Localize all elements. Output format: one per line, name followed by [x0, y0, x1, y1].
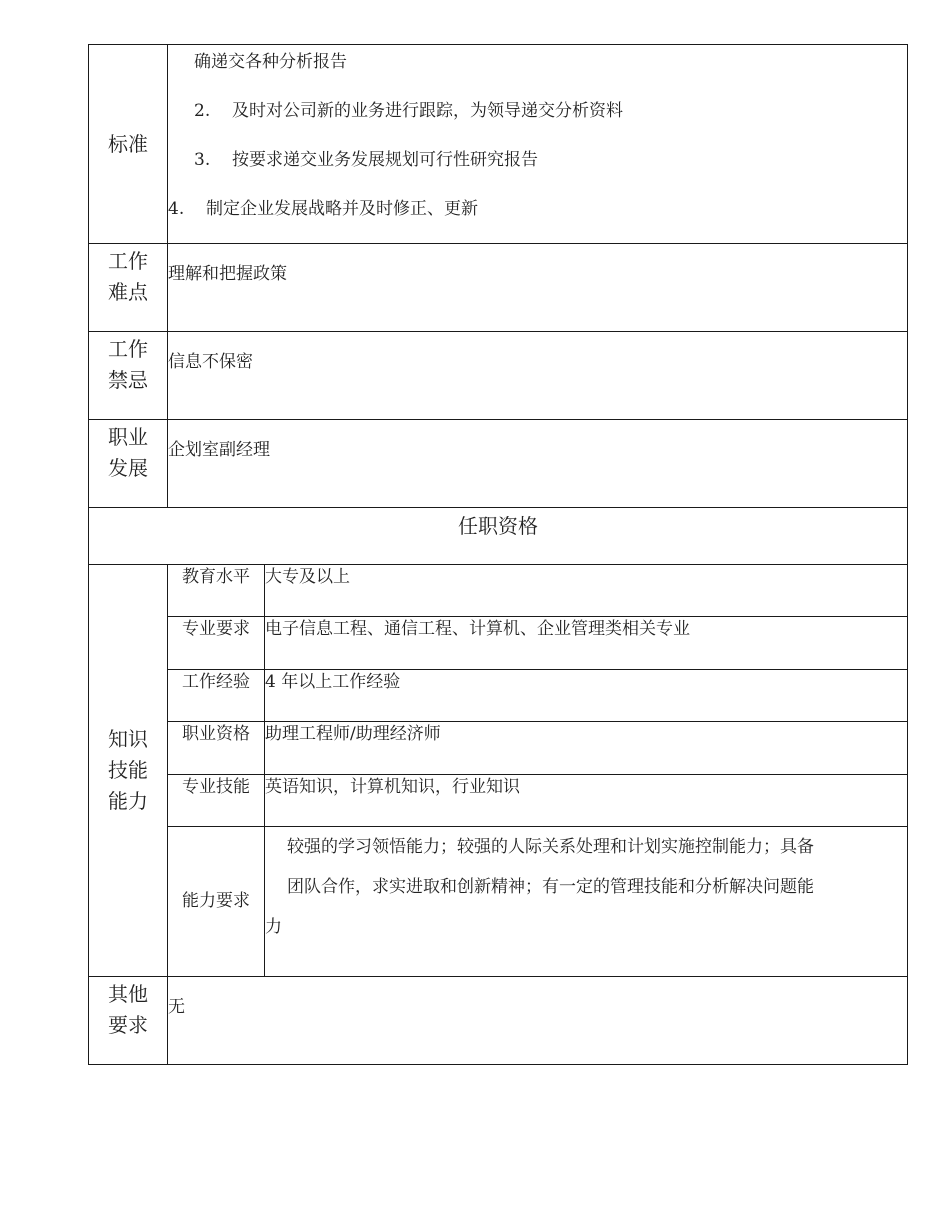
taboo-label: 工作 禁忌	[89, 332, 168, 420]
ability-value: 较强的学习领悟能力；较强的人际关系处理和计划实施控制能力；具备 团队合作，求实进取和创新精神；有一定的管理技能和分析解决问题能 力	[265, 827, 908, 977]
difficulty-label: 工作 难点	[89, 244, 168, 332]
major-value: 电子信息工程、通信工程、计算机、企业管理类相关专业	[265, 617, 908, 670]
certificate-label: 职业资格	[168, 722, 265, 775]
qualification-title: 任职资格	[89, 508, 908, 565]
certificate-value: 助理工程师/助理经济师	[265, 722, 908, 775]
standard-label: 标准	[89, 45, 168, 244]
standard-line-3: 3. 按要求递交业务发展规划可行性研究报告	[194, 150, 538, 170]
taboo-row	[89, 332, 908, 420]
qualification-title-row	[89, 508, 908, 565]
standard-line-4: 4. 制定企业发展战略并及时修正、更新	[168, 199, 478, 219]
education-label: 教育水平	[168, 565, 265, 617]
ability-label: 能力要求	[168, 827, 265, 977]
knowledge-row-education	[89, 565, 908, 617]
knowledge-row-experience	[89, 670, 908, 722]
other-content: 无	[168, 977, 908, 1065]
knowledge-row-ability	[89, 827, 908, 977]
skills-value: 英语知识，计算机知识，行业知识	[265, 775, 908, 827]
knowledge-row-skills	[89, 775, 908, 827]
other-label: 其他 要求	[89, 977, 168, 1065]
experience-label: 工作经验	[168, 670, 265, 722]
education-value: 大专及以上	[265, 565, 908, 617]
knowledge-label: 知识 技能 能力	[89, 565, 168, 977]
major-label: 专业要求	[168, 617, 265, 670]
difficulty-content: 理解和把握政策	[168, 244, 908, 332]
difficulty-row	[89, 244, 908, 332]
job-description-table	[88, 44, 908, 1065]
taboo-content: 信息不保密	[168, 332, 908, 420]
experience-value: 4 年以上工作经验	[265, 670, 908, 722]
knowledge-row-major	[89, 617, 908, 670]
career-content: 企划室副经理	[168, 420, 908, 508]
career-row	[89, 420, 908, 508]
skills-label: 专业技能	[168, 775, 265, 827]
other-row	[89, 977, 908, 1065]
standard-line-1: 确递交各种分析报告	[194, 52, 347, 72]
standard-line-2: 2. 及时对公司新的业务进行跟踪，为领导递交分析资料	[194, 101, 623, 121]
standard-content	[168, 45, 908, 244]
career-label: 职业 发展	[89, 420, 168, 508]
standard-row	[89, 45, 908, 244]
knowledge-row-certificate	[89, 722, 908, 775]
